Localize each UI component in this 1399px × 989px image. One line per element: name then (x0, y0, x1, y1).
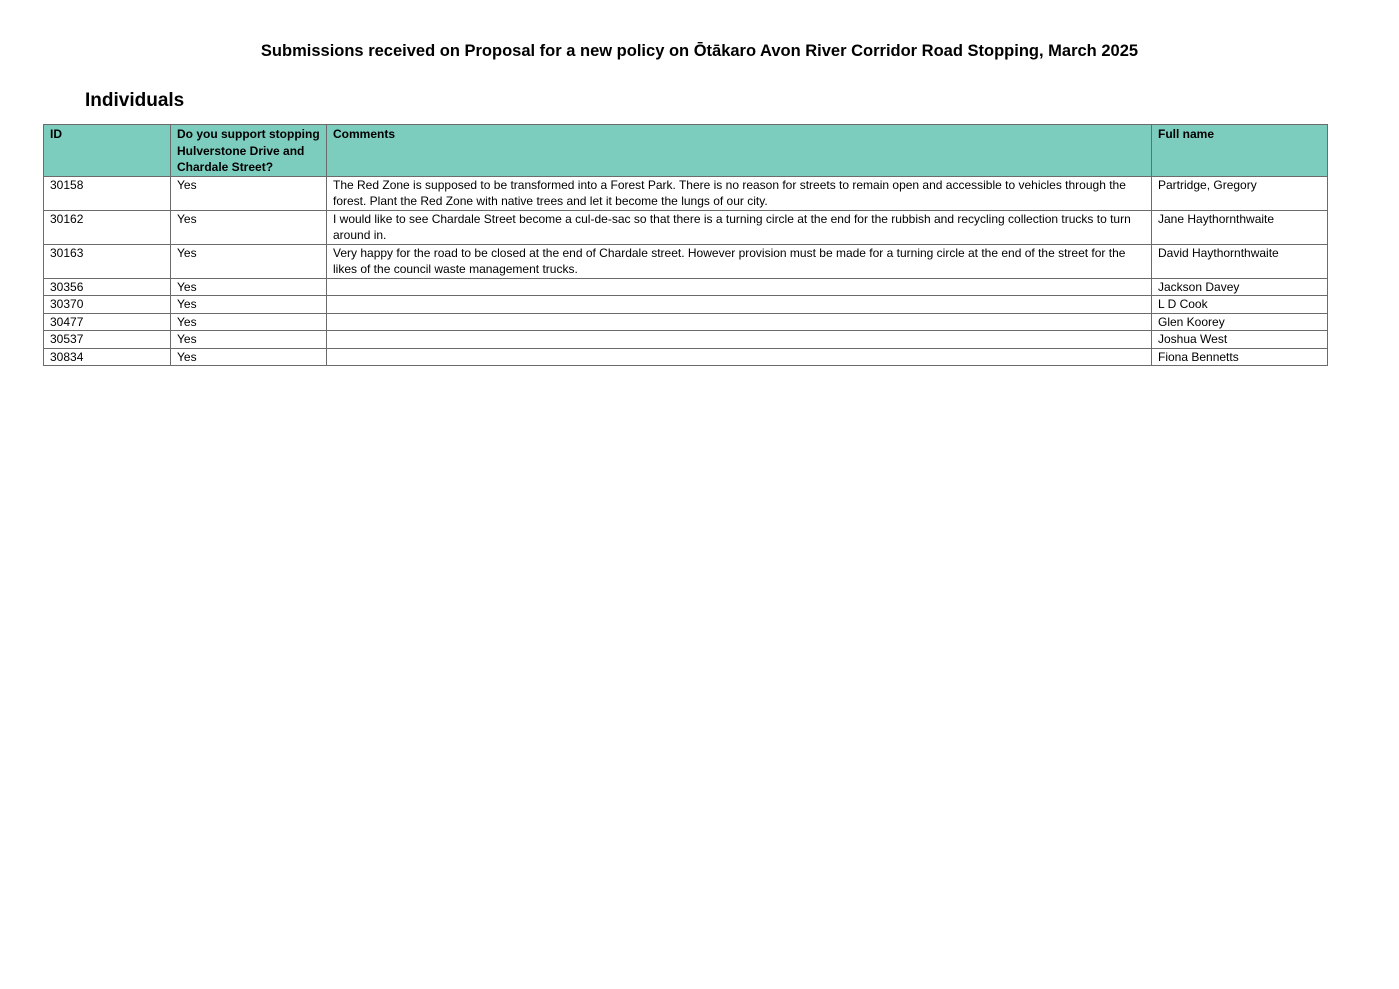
header-support: Do you support stopping Hulverstone Drive and Chardale Street? (171, 125, 327, 177)
cell-id: 30158 (44, 176, 171, 210)
cell-support: Yes (171, 210, 327, 244)
document-title: Submissions received on Proposal for a new policy on Ōtākaro Avon River Corridor Road Stopping, March 2025 (260, 42, 1139, 60)
cell-comments (327, 278, 1152, 296)
cell-full-name: Glen Koorey (1152, 313, 1328, 331)
cell-support: Yes (171, 348, 327, 366)
table-row (44, 278, 1328, 296)
cell-full-name: David Haythornthwaite (1152, 244, 1328, 278)
cell-support: Yes (171, 244, 327, 278)
table-row (44, 244, 1328, 278)
cell-full-name: Fiona Bennetts (1152, 348, 1328, 366)
cell-comments (327, 348, 1152, 366)
table-body (44, 176, 1328, 366)
cell-comments (327, 313, 1152, 331)
cell-support: Yes (171, 176, 327, 210)
cell-support: Yes (171, 313, 327, 331)
header-id: ID (44, 125, 171, 177)
header-comments: Comments (327, 125, 1152, 177)
cell-id: 30477 (44, 313, 171, 331)
table-row (44, 176, 1328, 210)
section-heading-individuals: Individuals (85, 90, 185, 111)
cell-comments: I would like to see Chardale Street become a cul-de-sac so that there is a turning circle at the end for the rubbish and recycling collection trucks to turn around in. (327, 210, 1152, 244)
cell-full-name: Partridge, Gregory (1152, 176, 1328, 210)
cell-full-name: L D Cook (1152, 296, 1328, 314)
cell-id: 30370 (44, 296, 171, 314)
cell-comments (327, 331, 1152, 349)
cell-id: 30356 (44, 278, 171, 296)
table-row (44, 348, 1328, 366)
header-full-name: Full name (1152, 125, 1328, 177)
table-row (44, 331, 1328, 349)
cell-comments: The Red Zone is supposed to be transformed into a Forest Park. There is no reason for streets to remain open and accessible to vehicles through the forest. Plant the Red Zone with native trees and let it become the lungs of our city. (327, 176, 1152, 210)
header-row (44, 125, 1328, 177)
cell-support: Yes (171, 331, 327, 349)
submissions-table (43, 124, 1328, 366)
table-row (44, 296, 1328, 314)
cell-comments: Very happy for the road to be closed at the end of Chardale street. However provision must be made for a turning circle at the end of the street for the likes of the council waste management trucks. (327, 244, 1152, 278)
table-row (44, 313, 1328, 331)
cell-id: 30162 (44, 210, 171, 244)
cell-full-name: Jane Haythornthwaite (1152, 210, 1328, 244)
table-row (44, 210, 1328, 244)
cell-full-name: Jackson Davey (1152, 278, 1328, 296)
cell-full-name: Joshua West (1152, 331, 1328, 349)
cell-comments (327, 296, 1152, 314)
cell-support: Yes (171, 296, 327, 314)
cell-id: 30537 (44, 331, 171, 349)
cell-id: 30834 (44, 348, 171, 366)
cell-support: Yes (171, 278, 327, 296)
cell-id: 30163 (44, 244, 171, 278)
table-header (44, 125, 1328, 177)
